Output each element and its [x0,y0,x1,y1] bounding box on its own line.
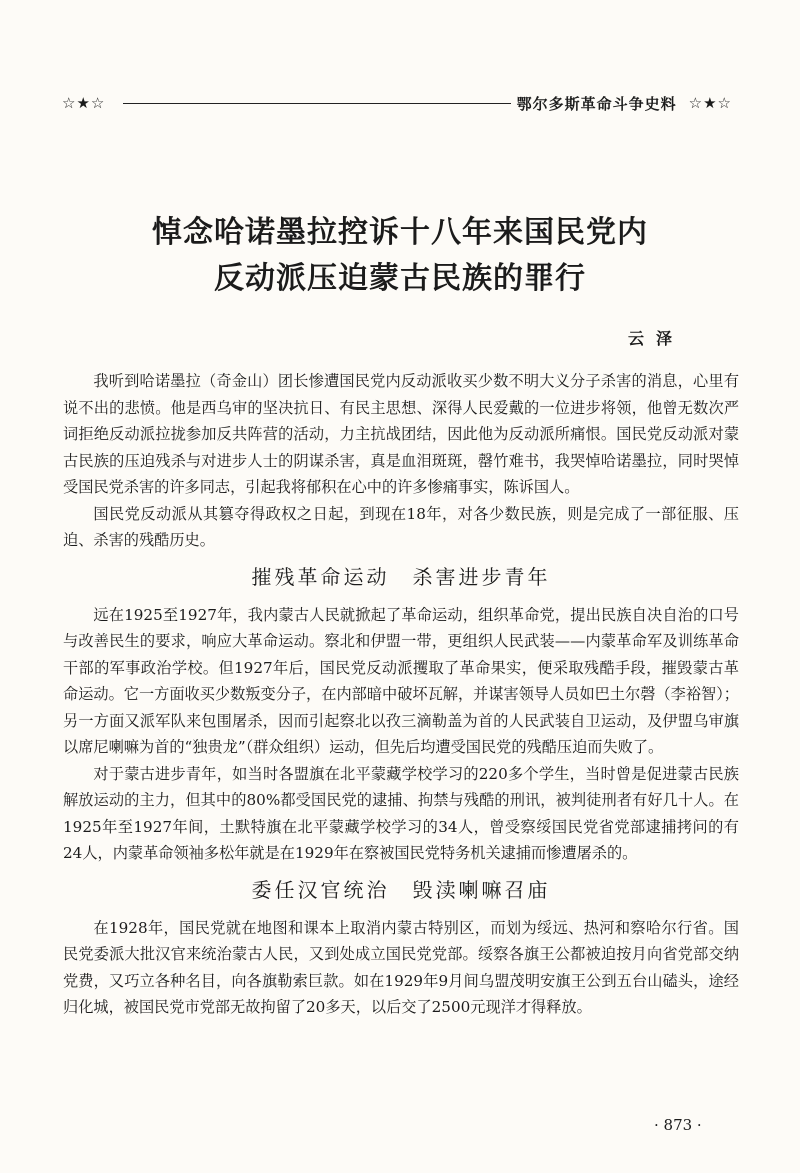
article-title [60,210,740,302]
stars-right-icon: ☆★☆ [688,94,732,112]
author-name: 云泽 [628,329,685,348]
running-header [62,92,732,114]
running-header-title: 鄂尔多斯革命斗争史料 [516,94,677,113]
paragraph-3: 远在1925至1927年，我内蒙古人民就掀起了革命运动，组织革命党，提出民族自决自治的口号与改善民生的要求，响应大革命运动。察北和伊盟一带，更组织人民武装——内蒙革命军及训练革命干部的军事政治学校。但1927年后，国民党反动派攫取了革命果实，便采取残酷手段，摧毁蒙古革命运动。它一方面收买少数叛变分子，在内部暗中破坏瓦解，并谋害领导人员如巴土尔磬（李裕智）；另一方面又派军队来包围屠杀，因而引起察北以孜三滴勒盖为首的人民武装自卫运动，及伊盟乌审旗以席尼喇嘛为首的“独贵龙”（群众组织）运动，但先后均遭受国民党的残酷压迫而失败了。 [63,605,739,756]
article-title-line-2: 反动派压迫蒙古民族的罪行 [214,261,586,296]
section-heading-2: 委任汉官统治 毁渎喇嘛召庙 [251,877,551,902]
page-number: · 873 · [654,1116,702,1134]
article-title-line-1: 悼念哈诺墨拉控诉十八年来国民党内 [152,215,648,250]
paragraph-2: 国民党反动派从其篡夺得政权之日起，到现在18年，对各少数民族，则是完成了一部征服、压迫、杀害的残酷历史。 [63,504,739,549]
paragraph-4: 对于蒙古进步青年，如当时各盟旗在北平蒙藏学校学习的220多个学生，当时曾是促进蒙古民族解放运动的主力，但其中的80%都受国民党的逮捕、拘禁与残酷的刑讯，被判徒刑者有好几十人。在1925年至1927年间，土默特旗在北平蒙藏学校学习的34人，曾受察绥国民党省党部逮捕拷问的有24人，内蒙革命领袖多松年就是在1929年在察被国民党特务机关逮捕而惨遭屠杀的。 [63,764,739,862]
paragraph-1: 我听到哈诺墨拉（奇金山）团长惨遭国民党内反动派收买少数不明大义分子杀害的消息，心里有说不出的悲愤。他是西乌审的坚决抗日、有民主思想、深得人民爱戴的一位进步将领，他曾无数次严词拒绝反动派拉拢参加反共阵营的活动，力主抗战团结，因此他为反动派所痛恨。国民党反动派对蒙古民族的压迫残杀与对进步人士的阴谋杀害，真是血泪斑斑，罄竹难书，我哭悼哈诺墨拉，同时哭悼受国民党杀害的许多同志，引起我将郁积在心中的许多惨痛事实，陈诉国人。 [63,372,739,496]
paragraph-5: 在1928年，国民党就在地图和课本上取消内蒙古特别区，而划为绥远、热河和察哈尔行省。国民党委派大批汉官来统治蒙古人民，又到处成立国民党党部。绥察各旗王公都被迫按月向省党部交纳党费，又巧立各种名目，向各旗勒索巨款。如在1929年9月间乌盟茂明安旗王公到五台山磕头，途经归化城，被国民党市党部无故拘留了20多天，以后交了2500元现洋才得释放。 [63,918,739,1016]
header-rule [123,103,510,104]
article-body [63,368,739,1021]
section-heading-1: 摧残革命运动 杀害进步青年 [251,564,551,589]
stars-left-icon: ☆★☆ [62,94,106,112]
